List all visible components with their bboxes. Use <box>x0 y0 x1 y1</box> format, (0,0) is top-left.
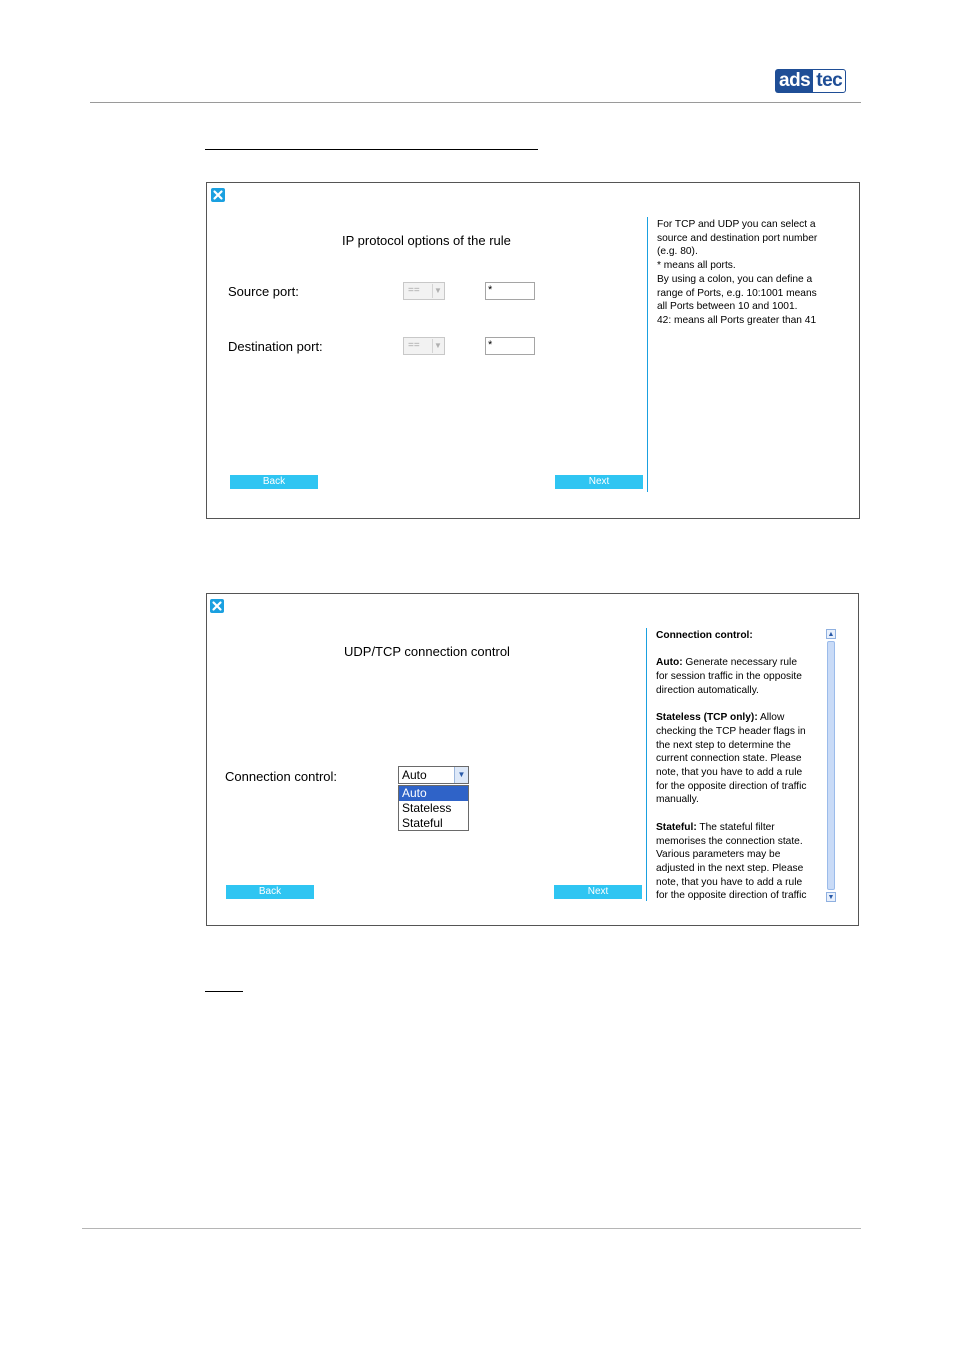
source-port-operator-select <box>403 282 445 300</box>
option-stateless[interactable]: Stateless <box>402 801 452 815</box>
help-text <box>656 629 828 901</box>
help-line: source and destination port number <box>657 232 818 244</box>
help-line: memorises the connection state. <box>656 835 803 847</box>
source-port-label: Source port: <box>228 284 299 299</box>
next-button[interactable]: Next <box>555 475 643 489</box>
help-line: manually. <box>656 794 699 806</box>
auto-term: Auto: <box>656 657 683 669</box>
help-scrollbar[interactable] <box>826 629 836 902</box>
scrollbar-thumb[interactable] <box>827 641 835 890</box>
destination-port-operator-select <box>403 337 445 355</box>
scroll-up-arrow-icon[interactable]: ▲ <box>827 631 835 638</box>
help-line: For TCP and UDP you can select a <box>657 219 816 230</box>
chevron-down-icon: ▼ <box>432 284 443 298</box>
back-button[interactable]: Back <box>226 885 314 899</box>
help-line: note, that you have to add a rule <box>656 876 803 888</box>
logo-text-tec: tec <box>812 69 846 93</box>
stateless-term: Stateless (TCP only): <box>656 712 758 724</box>
auto-text: Generate necessary rule <box>682 657 797 669</box>
selected-value: Auto <box>402 768 427 782</box>
destination-port-operator-value: == <box>408 340 420 351</box>
stateful-term: Stateful: <box>656 821 697 833</box>
source-port-input[interactable]: * <box>485 282 535 300</box>
help-heading-text: Connection control: <box>656 630 753 641</box>
help-text <box>657 218 847 328</box>
logo-text-ads: ads <box>775 69 812 93</box>
ip-protocol-options-dialog <box>206 182 860 519</box>
help-line: (e.g. 80). <box>657 246 698 258</box>
help-line: direction automatically. <box>656 684 759 696</box>
source-port-operator-value: == <box>408 285 420 296</box>
help-heading <box>656 629 828 643</box>
chevron-down-icon: ▼ <box>432 339 443 353</box>
help-line: for the opposite direction of traffic <box>656 780 807 792</box>
help-line: * means all ports. <box>657 260 736 272</box>
close-icon[interactable] <box>211 188 225 202</box>
option-auto[interactable]: Auto <box>399 786 468 801</box>
help-line: Various parameters may be <box>656 849 781 861</box>
chevron-down-icon[interactable]: ▼ <box>454 767 468 783</box>
help-divider <box>646 628 647 901</box>
help-line: adjusted in the next step. Please <box>656 862 804 874</box>
help-blank <box>656 698 828 712</box>
help-line: for the opposite direction of traffic <box>656 890 807 901</box>
help-line: checking the TCP header flags in <box>656 725 806 737</box>
help-divider <box>647 217 648 492</box>
help-blank <box>656 807 828 821</box>
dialog-title: IP protocol options of the rule <box>342 233 511 248</box>
section-title-underline <box>205 149 538 150</box>
help-line <box>656 656 828 670</box>
header-divider <box>90 102 861 103</box>
help-line: all Ports between 10 and 1001. <box>657 301 798 313</box>
adstec-logo <box>775 69 858 93</box>
destination-port-input[interactable]: * <box>485 337 535 355</box>
back-button[interactable]: Back <box>230 475 318 489</box>
footer-divider <box>82 1228 861 1229</box>
help-line <box>656 711 828 725</box>
help-line: note, that you have to add a rule <box>656 767 803 779</box>
help-line: the next step to determine the <box>656 739 791 751</box>
help-line: range of Ports, e.g. 10:1001 means <box>657 287 817 299</box>
connection-control-label: Connection control: <box>225 769 338 784</box>
next-button[interactable]: Next <box>554 885 642 899</box>
scroll-down-arrow-icon[interactable]: ▼ <box>827 894 835 901</box>
help-line: current connection state. Please <box>656 753 802 765</box>
dialog-title: UDP/TCP connection control <box>344 644 510 659</box>
help-blank <box>656 643 828 657</box>
help-line: By using a colon, you can define a <box>657 273 813 285</box>
help-line: 42: means all Ports greater than 41 <box>657 314 817 326</box>
connection-control-dialog <box>206 593 859 926</box>
close-icon[interactable] <box>210 599 224 613</box>
connection-control-select[interactable] <box>398 766 469 784</box>
destination-port-label: Destination port: <box>228 339 323 354</box>
connection-control-options <box>398 785 469 831</box>
help-line <box>656 821 828 835</box>
section-underline <box>205 991 243 992</box>
stateless-text: Allow <box>757 712 785 724</box>
stateful-text: The stateful filter <box>696 821 775 833</box>
help-line: for session traffic in the opposite <box>656 671 802 683</box>
option-stateful[interactable]: Stateful <box>402 816 443 830</box>
